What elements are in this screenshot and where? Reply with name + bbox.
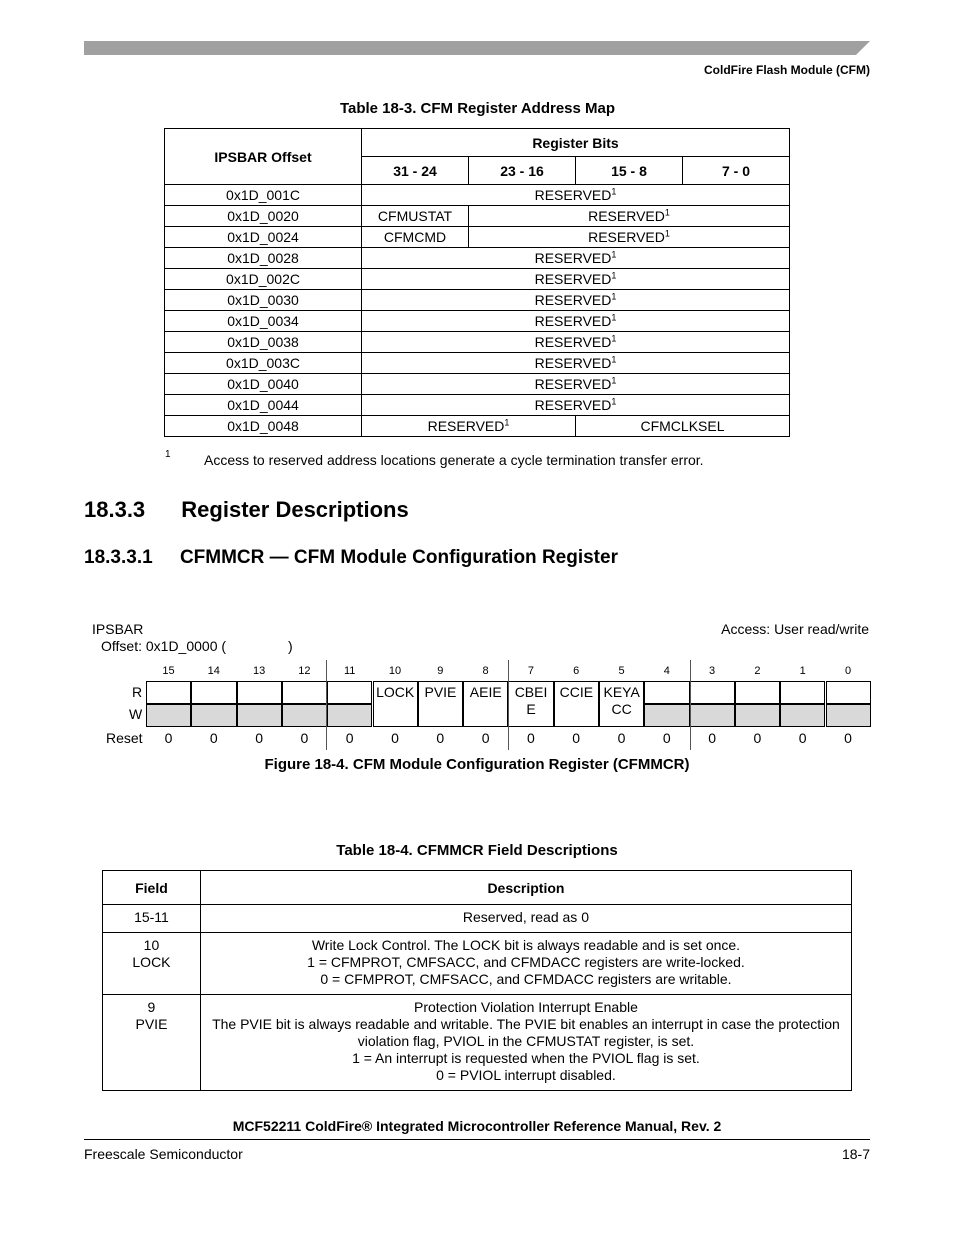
access-label: Access: User read/write [721,621,869,637]
offset-cell: 0x1D_0040 [165,374,362,395]
field-description-cell [200,933,851,995]
footnote-ref: 1 [611,333,617,344]
reserved-read-cell [327,681,372,704]
offset-cell: 0x1D_0028 [165,248,362,269]
offset-cell: 0x1D_0038 [165,332,362,353]
reserved-read-cell [644,681,689,704]
bit-range-header: 31 - 24 [362,157,469,185]
col-header-register-bits: Register Bits [362,129,790,157]
offset-cell: 0x1D_003C [165,353,362,374]
reset-value: 0 [209,730,218,746]
reserved-write-cell [826,704,871,727]
footnote-ref: 1 [664,228,670,239]
field-name-line: 15-11 [134,909,169,925]
address-row [165,269,790,290]
footnote-ref: 1 [611,375,617,386]
register-cell [362,332,790,353]
subsection-number: 18.3.3.1 [84,547,153,568]
reserved-write-cell [735,704,780,727]
description-line: 0 = CFMPROT, CMFSACC, and CFMDACC registers are writable. [320,971,732,987]
address-row [165,290,790,311]
address-map-table [164,128,790,437]
reserved-read-cell [780,681,825,704]
register-cell-label: RESERVED [534,250,612,266]
reset-value: 0 [708,730,716,746]
field-name-cell [103,995,201,1091]
footnote-ref: 1 [611,249,617,260]
bit-number: 10 [388,665,402,677]
bit-number: 0 [844,665,852,677]
field-row [103,933,852,995]
field-name-line: 9 [147,999,156,1015]
register-cell-label: RESERVED [534,334,612,350]
register-cell-label: RESERVED [534,187,612,203]
address-row [165,395,790,416]
address-row [165,353,790,374]
register-cell [362,269,790,290]
bit-number: 2 [754,665,761,677]
footnote-ref: 1 [611,291,617,302]
reserved-write-cell [282,704,327,727]
footnote-ref: 1 [611,312,617,323]
row-label-r: R [132,684,143,700]
bit-group-separator [508,660,509,750]
subsection-heading [84,547,618,569]
address-row [165,332,790,353]
reset-value: 0 [391,730,399,746]
reserved-read-cell [237,681,282,704]
reserved-read-cell [735,681,780,704]
address-row [165,227,790,248]
footer-divider [84,1139,870,1140]
footnote-ref: 1 [504,417,510,428]
reset-value: 0 [164,730,173,746]
description-line: Protection Violation Interrupt Enable [414,999,638,1015]
bit-number: 9 [437,665,444,677]
reset-value: 0 [572,730,581,746]
reserved-read-cell [826,681,871,704]
register-cell [362,416,576,437]
description-line: The PVIE bit is always readable and writable. The PVIE bit enables an interrupt in case the protection violation flag, PVIOL in the CFMUSTAT register, is set. [212,1016,840,1049]
register-cell-label: CFMCLKSEL [640,418,725,434]
bit-range-header: 23 - 16 [469,157,576,185]
register-field-lock: LOCK [373,681,418,727]
register-cell-label: RESERVED [534,313,612,329]
address-row [165,206,790,227]
reserved-write-cell [690,704,735,727]
col-header-description: Description [200,871,851,905]
register-cell-label: RESERVED [534,397,612,413]
register-cell [362,248,790,269]
reserved-write-cell [191,704,236,727]
section-heading [84,497,409,523]
register-cell-label: CFMCMD [383,229,447,245]
description-line: Reserved, read as 0 [462,909,589,925]
reset-value: 0 [255,730,263,746]
reset-value: 0 [436,730,445,746]
bit-number: 7 [527,665,534,677]
register-cell [362,290,790,311]
field-name-line: PVIE [135,1016,168,1032]
register-cell-label: RESERVED [588,208,665,224]
reserved-write-cell [644,704,689,727]
field-row [103,905,852,933]
register-cell-label: RESERVED [534,271,612,287]
reset-value: 0 [844,730,852,746]
register-field-keyacc: KEYA CC [599,681,644,727]
col-header-offset: IPSBAR Offset [165,129,362,185]
reserved-read-cell [690,681,735,704]
register-figure-caption: Figure 18-4. CFM Module Configuration Register (CFMMCR) [264,756,690,773]
register-field-ccie: CCIE [554,681,599,727]
address-row [165,248,790,269]
bit-range-header: 7 - 0 [683,157,790,185]
bit-group-separator [690,660,691,750]
register-cell [362,185,790,206]
offset-cell: 0x1D_0020 [165,206,362,227]
reserved-write-cell [327,704,372,727]
register-cell [576,416,790,437]
header-bar [84,41,870,55]
register-cell-label: RESERVED [534,292,612,308]
manual-title: MCF52211 ColdFire® Integrated Microcontroller Reference Manual, Rev. 2 [232,1118,722,1134]
bit-number: 8 [482,665,489,677]
description-line: 1 = CFMPROT, CMFSACC, and CFMDACC registers are write-locked. [307,954,745,970]
footnote-text: Access to reserved address locations generate a cycle termination transfer error. [204,452,704,468]
offset-cell: 0x1D_002C [165,269,362,290]
reserved-read-cell [146,681,191,704]
address-row [165,416,790,437]
running-header: ColdFire Flash Module (CFM) [704,63,870,77]
bit-number: 13 [252,665,266,677]
reset-value: 0 [526,730,535,746]
field-name-cell [103,905,201,933]
offset-cell: 0x1D_001C [165,185,362,206]
reset-label: Reset [106,730,143,746]
offset-label [101,638,293,654]
reserved-read-cell [282,681,327,704]
reserved-write-cell [146,704,191,727]
bit-number: 14 [207,665,220,677]
register-cell [362,311,790,332]
footnote-ref: 1 [611,396,617,407]
description-line: Write Lock Control. The LOCK bit is always readable and is set once. [311,937,741,953]
page-number: 18-7 [841,1146,870,1162]
ipsbar-label: IPSBAR [92,621,144,637]
bit-number: 11 [343,665,356,677]
description-line: 1 = An interrupt is requested when the PVIOL flag is set. [352,1050,700,1066]
footnote-ref: 1 [664,207,670,218]
reset-value: 0 [798,730,807,746]
offset-value: Offset: 0x1D_0000 ( [101,638,227,654]
reserved-read-cell [191,681,236,704]
row-label-w: W [129,706,143,722]
register-cell-label: RESERVED [588,229,665,245]
address-map-caption: Table 18-3. CFM Register Address Map [339,100,616,117]
bit-number: 5 [618,665,625,677]
footnote-ref: 1 [611,186,617,197]
company-name: Freescale Semiconductor [84,1146,243,1162]
register-cell [362,227,469,248]
register-cell-label: CFMUSTAT [377,208,453,224]
reset-value: 0 [345,730,354,746]
field-description-cell [200,905,851,933]
register-cell-label: RESERVED [534,376,612,392]
bit-range-header: 15 - 8 [576,157,683,185]
subsection-title: CFMMCR — CFM Module Configuration Register [179,547,618,568]
offset-close: ) [288,638,293,654]
field-table-caption: Table 18-4. CFMMCR Field Descriptions [336,842,618,859]
field-row [103,995,852,1091]
reserved-write-cell [237,704,282,727]
field-description-cell [200,995,851,1091]
offset-cell: 0x1D_0044 [165,395,362,416]
reset-value: 0 [662,730,671,746]
bit-number: 3 [709,665,716,677]
field-name-cell [103,933,201,995]
address-row [165,311,790,332]
offset-cell: 0x1D_0048 [165,416,362,437]
register-field-pvie: PVIE [418,681,463,727]
section-title: Register Descriptions [181,497,409,522]
bit-number: 1 [799,665,806,677]
register-cell [362,206,469,227]
footnote-mark: 1 [165,449,171,460]
register-cell-label: RESERVED [534,355,612,371]
bit-number: 12 [298,665,311,677]
footnote-ref: 1 [611,354,617,365]
bit-number: 4 [663,665,670,677]
register-cell [362,353,790,374]
bit-group-separator [326,660,327,750]
reset-value: 0 [300,730,309,746]
register-cell-label: RESERVED [427,418,505,434]
field-name-line: LOCK [132,954,171,970]
reserved-write-cell [780,704,825,727]
register-cell [362,374,790,395]
offset-cell: 0x1D_0024 [165,227,362,248]
register-cell [469,206,790,227]
offset-cell: 0x1D_0030 [165,290,362,311]
reset-value: 0 [617,730,626,746]
register-field-aeie: AEIE [463,681,508,727]
footnote-ref: 1 [611,270,617,281]
bit-number: 6 [573,665,580,677]
reset-value: 0 [753,730,762,746]
register-field-cbeie: CBEI E [508,681,553,727]
offset-cell: 0x1D_0034 [165,311,362,332]
address-row [165,185,790,206]
reset-value: 0 [481,730,490,746]
bit-number: 15 [162,665,175,677]
field-description-table [102,870,852,1091]
col-header-field: Field [103,871,201,905]
description-line: 0 = PVIOL interrupt disabled. [436,1067,616,1083]
field-name-line: 10 [143,937,160,953]
address-row [165,374,790,395]
register-cell [362,395,790,416]
section-number: 18.3.3 [84,497,146,522]
register-cell [469,227,790,248]
